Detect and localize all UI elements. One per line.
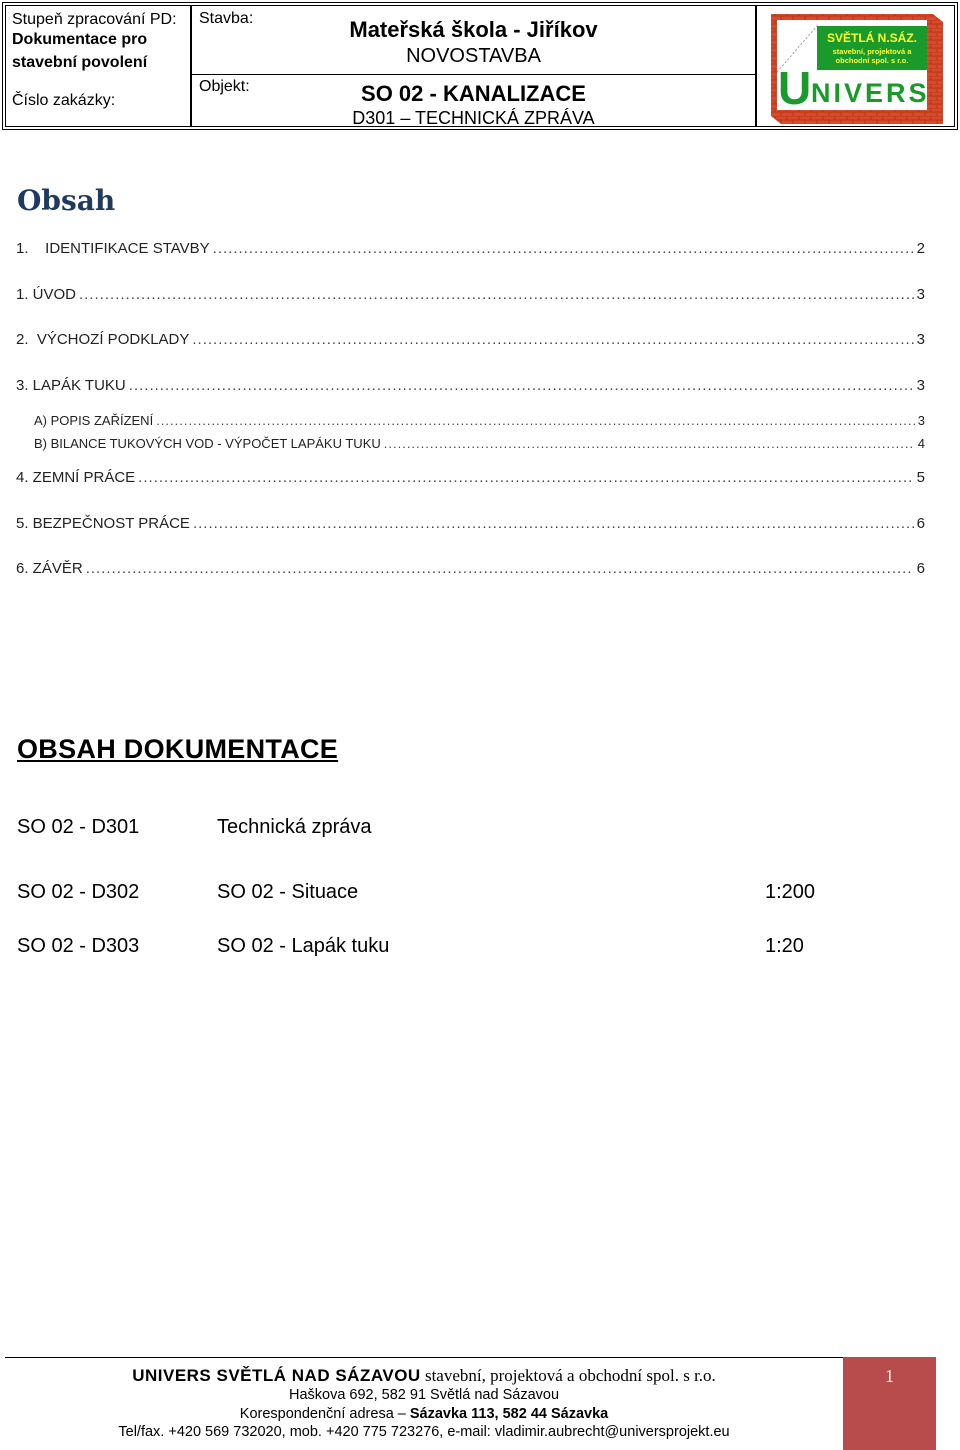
toc-leader-dots [138,469,913,486]
stage-value-1: Dokumentace pro [12,31,148,48]
order-number-label: Číslo zakázky: [12,92,116,109]
toc-entry-page: 5 [916,469,925,486]
univers-logo [769,12,945,124]
toc-entry-text: 6. ZÁVĚR [16,560,83,577]
toc-entry-page: 6 [916,515,925,532]
toc-subentry[interactable] [34,413,925,428]
doc-code: SO 02 - D303 [17,935,140,957]
building-label: Stavba: [199,10,254,27]
toc-leader-dots [86,560,914,577]
toc-entry-page: 3 [917,413,925,428]
title-block [2,2,958,130]
toc-entry-text: 5. BEZPEČNOST PRÁCE [16,515,190,532]
toc-entry-page: 4 [917,436,925,451]
logo-cell [757,6,954,126]
page-number: 1 [843,1357,936,1450]
toc-entry-page: 3 [916,286,925,303]
object-label: Objekt: [199,78,250,95]
toc-entry-page: 2 [916,240,925,257]
toc-title: Obsah [17,184,116,217]
toc-subentry[interactable] [34,436,925,451]
logo-word: NIVERS [811,78,930,108]
toc-leader-dots [192,331,913,348]
footer-company [5,1366,843,1386]
logo-text-mid2: obchodní spol. s r.o. [835,56,909,65]
doc-code: SO 02 - D302 [17,881,140,903]
footer-correspondence-value: Sázavka 113, 582 44 Sázavka [409,1406,609,1422]
toc-leader-dots [129,377,914,394]
building-subtitle: NOVOSTAVBA [406,45,541,67]
logo-text-mid1: stavební, projektová a [832,47,912,56]
doc-name: SO 02 - Situace [217,881,359,903]
toc-entry[interactable] [16,377,925,394]
toc-entry-text: 4. ZEMNÍ PRÁCE [16,469,136,486]
toc-entry-text: 1. ÚVOD [16,286,77,303]
doc-code: SO 02 - D301 [17,816,140,838]
toc-entry[interactable] [16,515,925,532]
toc-entry-page: 3 [916,377,925,394]
doc-name: Technická zpráva [217,816,372,838]
logo-big-letter: U [778,62,812,114]
toc-entry-text: 3. LAPÁK TUKU [16,377,126,394]
toc-leader-dots [156,413,915,428]
footer-correspondence [5,1406,843,1422]
object-document: D301 – TECHNICKÁ ZPRÁVA [352,108,595,128]
title-block-inner [5,5,955,127]
toc-entry-text: A) POPIS ZAŘÍZENÍ [34,413,154,428]
footer-correspondence-label: Korespondenční adresa – [239,1406,410,1422]
doc-name: SO 02 - Lapák tuku [217,935,390,957]
univers-logo-graphic [769,12,945,124]
building-cell [192,6,757,126]
stage-cell [6,6,192,126]
footer-contact: Tel/fax. +420 569 732020, mob. +420 775 723276, e-mail: vladimir.aubrecht@universprojekt.eu [118,1424,730,1440]
toc-leader-dots [79,286,914,303]
toc-leader-dots [213,240,914,257]
toc-entry[interactable] [16,240,925,257]
toc-entry-text: 2. VÝCHOZÍ PODKLADY [16,331,190,348]
toc-leader-dots [193,515,914,532]
object-name: SO 02 - KANALIZACE [361,81,586,106]
building-object-divider [192,74,755,75]
footer-rule [5,1357,843,1358]
toc-entry[interactable] [16,469,925,486]
toc-entry[interactable] [16,286,925,303]
doc-scale: 1:20 [765,935,804,957]
documentation-title: OBSAH DOKUMENTACE [17,734,339,764]
stage-label: Stupeň zpracování PD: [12,11,177,28]
stage-value-2: stavební povolení [12,54,148,71]
footer-company-type: stavební, projektová a obchodní spol. s r.o. [420,1366,716,1385]
footer-company-name: UNIVERS SVĚTLÁ NAD SÁZAVOU [132,1366,421,1385]
toc-entry[interactable] [16,331,925,348]
toc-leader-dots [384,436,915,451]
toc-entry-text: B) BILANCE TUKOVÝCH VOD - VÝPOČET LAPÁKU TUKU [34,436,381,451]
building-name: Mateřská škola - Jiříkov [349,17,598,42]
toc-entry[interactable] [16,560,925,577]
logo-text-top: SVĚTLÁ N.SÁZ. [826,31,918,45]
footer-address: Haškova 692, 582 91 Světlá nad Sázavou [288,1387,560,1403]
toc-entry-page: 3 [916,331,925,348]
toc-entry-text: 1. IDENTIFIKACE STAVBY [16,240,210,257]
toc-entry-page: 6 [916,560,925,577]
doc-scale: 1:200 [765,881,816,903]
